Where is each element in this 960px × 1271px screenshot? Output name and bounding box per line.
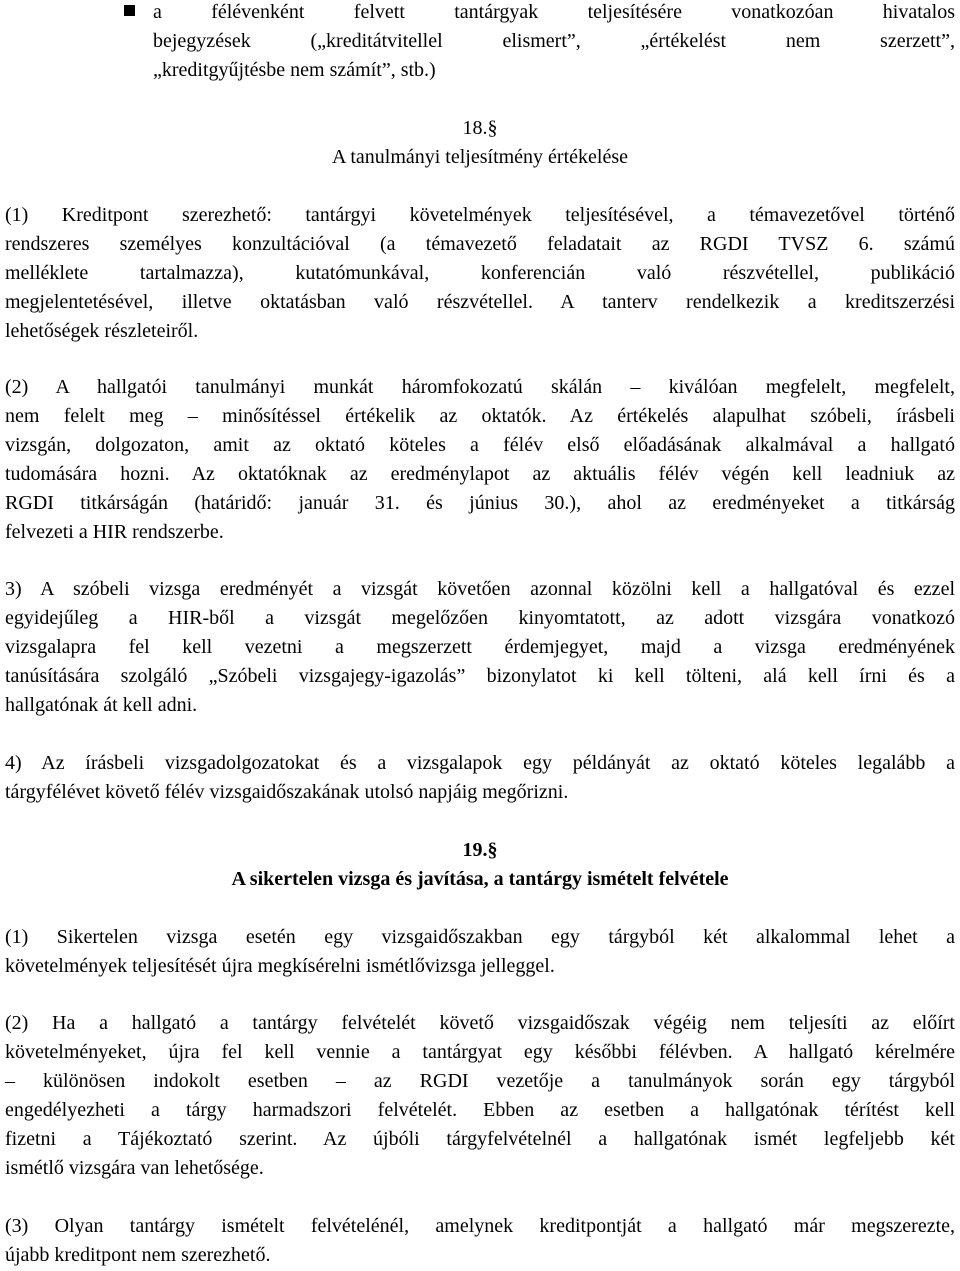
paragraph-line: rendszeres személyes konzultációval (a témavezető feladatait az RGDI TVSZ 6. számú	[5, 233, 955, 255]
paragraph-line: fizetni a Tájékoztató szerint. Az újbóli tárgyfelvételnél a hallgatónak ismét legfeljebb két	[5, 1128, 955, 1150]
paragraph-line: 3) A szóbeli vizsga eredményét a vizsgát követően azonnal közölni kell a hallgatóval és ezzel	[5, 578, 955, 600]
paragraph-line: tárgyfélévet követő félév vizsgaidőszakának utolsó napjáig megőrizni.	[5, 781, 569, 803]
paragraph-line: engedélyezheti a tárgy harmadszori felvételét. Ebben az esetben a hallgatónak térítést kell	[5, 1099, 955, 1121]
bullet-line: „kreditgyűjtésbe nem számít”, stb.)	[153, 59, 436, 81]
section-title: A tanulmányi teljesítmény értékelése	[331, 146, 628, 168]
bullet-line: bejegyzések („kreditátvitellel elismert”, „értékelést nem szerzett”,	[153, 30, 955, 52]
section-title: A sikertelen vizsga és javítása, a tantárgy ismételt felvétele	[231, 868, 729, 890]
paragraph-line: RGDI titkárságán (határidő: január 31. és június 30.), ahol az eredményeket a titkárság	[5, 492, 955, 514]
paragraph-line: (1) Sikertelen vizsga esetén egy vizsgaidőszakban egy tárgyból két alkalommal lehet a	[5, 926, 955, 948]
paragraph-line: vizsgalapra fel kell vezetni a megszerzett érdemjegyet, majd a vizsga eredményének	[5, 636, 955, 658]
section-number: 19.§	[462, 839, 498, 861]
paragraph-line: (1) Kreditpont szerezhető: tantárgyi követelmények teljesítésével, a témavezetővel történő	[5, 204, 955, 226]
paragraph-line: melléklete tartalmazza), kutatómunkával, konferencián való részvétellel, publikáció	[5, 262, 955, 284]
paragraph-line: (2) Ha a hallgató a tantárgy felvételét követő vizsgaidőszak végéig nem teljesíti az előírt	[5, 1012, 955, 1034]
paragraph-line: hallgatónak át kell adni.	[5, 694, 198, 716]
bullet-line: a félévenként felvett tantárgyak teljesítésére vonatkozóan hivatalos	[153, 1, 955, 23]
paragraph-line: követelményeket, újra fel kell vennie a tantárgyat egy későbbi félévben. A hallgató kérelmére	[5, 1041, 955, 1063]
paragraph-line: (2) A hallgatói tanulmányi munkát háromfokozatú skálán – kiválóan megfelelt, megfelelt,	[5, 376, 955, 398]
paragraph-line: – különösen indokolt esetben – az RGDI vezetője a tanulmányok során egy tárgyból	[5, 1070, 955, 1092]
paragraph-line: lehetőségek részleteiről.	[5, 320, 199, 342]
paragraph-line: felvezeti a HIR rendszerbe.	[5, 521, 224, 543]
square-bullet-icon	[124, 5, 135, 16]
paragraph-line: vizsgán, dolgozaton, amit az oktató köteles a félév első előadásának alkalmával a hallgató	[5, 434, 955, 456]
paragraph-line: újabb kreditpont nem szerezhető.	[5, 1244, 271, 1266]
paragraph-line: tudomására hozni. Az oktatóknak az eredménylapot az aktuális félév végén kell leadniuk az	[5, 463, 955, 485]
section-number: 18.§	[462, 117, 498, 139]
paragraph-line: (3) Olyan tantárgy ismételt felvételénél, amelynek kreditpontját a hallgató már megszerezte,	[5, 1215, 955, 1237]
paragraph-line: megjelentetésével, illetve oktatásban való részvétellel. A tanterv rendelkezik a kreditszerzési	[5, 291, 955, 313]
paragraph-line: 4) Az írásbeli vizsgadolgozatokat és a vizsgalapok egy példányát az oktató köteles legalább a	[5, 752, 955, 774]
paragraph-line: ismétlő vizsgára van lehetősége.	[5, 1157, 264, 1179]
paragraph-line: nem felelt meg – minősítéssel értékelik az oktatók. Az értékelés alapulhat szóbeli, írásbeli	[5, 405, 955, 427]
paragraph-line: követelmények teljesítését újra megkísérelni ismétlővizsga jelleggel.	[5, 955, 555, 977]
paragraph-line: egyidejűleg a HIR-ből a vizsgát megelőzően kinyomtatott, az adott vizsgára vonatkozó	[5, 607, 955, 629]
paragraph-line: tanúsítására szolgáló „Szóbeli vizsgajegy-igazolás” bizonylatot ki kell tölteni, alá kell írni és a	[5, 665, 955, 687]
